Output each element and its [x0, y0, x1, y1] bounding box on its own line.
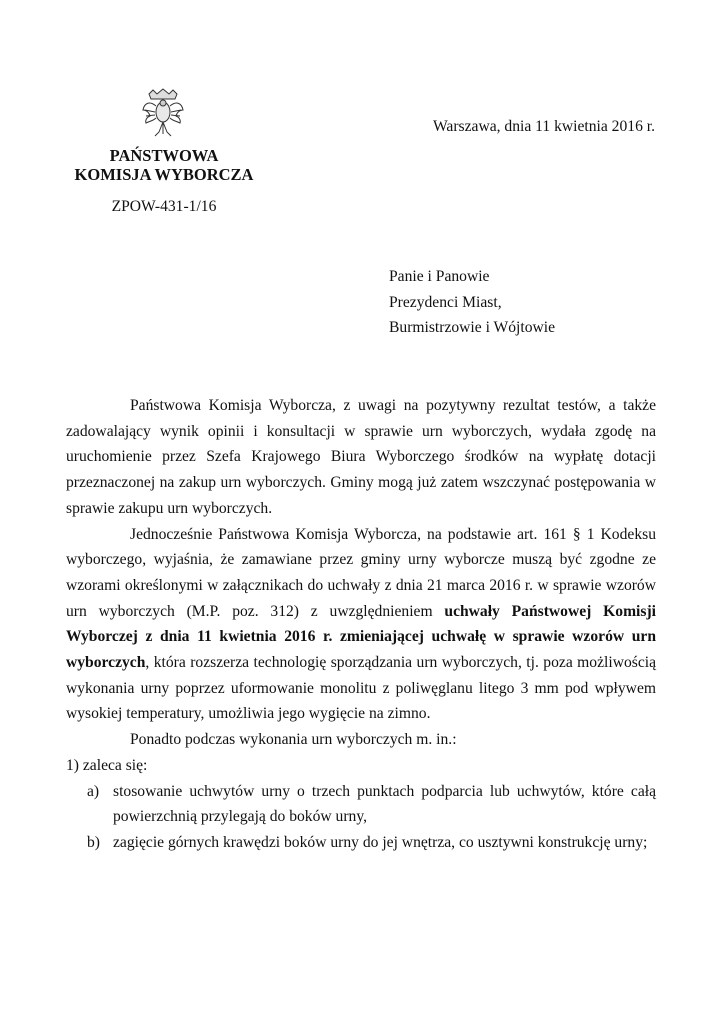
reference-number: ZPOW-431-1/16 [111, 198, 217, 215]
polish-eagle-emblem [141, 88, 185, 140]
list-intro: 1) zaleca się: [66, 756, 148, 774]
paragraph-2 [66, 522, 656, 728]
list-item-text: zagięcie górnych krawędzi boków urny do jej wnętrza, co usztywni konstrukcję urny; [113, 833, 648, 851]
recipient-line: Burmistrzowie i Wójtowie [389, 319, 556, 336]
list-item [66, 779, 656, 830]
list-item [66, 830, 656, 856]
list-item-text: stosowanie uchwytów urny o trzech punktach podparcia lub uchwytów, które całą powierzchnią przylegają do boków urny, [113, 782, 656, 826]
paragraph-1: Państwowa Komisja Wyborcza, z uwagi na pozytywny rezultat testów, a także zadowalający wynik opinii i konsultacji w sprawie urn wyborczych, wydała zgodę na uruchomienie przez Szefa Krajowego Biura Wyborczego środków na wypłatę dotacji przeznaczonej na zakup urn wyborczych. Gminy mogą już zatem wszczynać postępowania w sprawie zakupu urn wyborczych. [66, 397, 656, 517]
recipient-line: Prezydenci Miast, [389, 293, 502, 311]
organization-line-2: KOMISJA WYBORCZA [74, 165, 254, 184]
organization-line-1: PAŃSTWOWA [109, 146, 219, 165]
recipient-line: Panie i Panowie [389, 268, 490, 285]
paragraph-3: Ponadto podczas wykonania urn wyborczych m. in.: [130, 731, 457, 749]
list-item-marker: b) [87, 833, 100, 851]
recipients-block [389, 264, 555, 341]
paragraph-2-text-2: , która rozszerza technologię sporządzania urn wyborczych, tj. poza możliwością wykonania urny poprzez uformowanie monolitu z poliwęglanu litego 3 mm pod wpływem wysokiej temperatury, umożliwia jego wygięcie na zimno. [66, 654, 656, 723]
paragraph-2-text-1: Jednocześnie Państwowa Komisja Wyborcza, na podstawie art. 161 § 1 Kodeksu wyborczego, wyjaśnia, że zamawiane przez gminy urny wyborcze muszą być zgodne ze wzorami określonymi w załącznikach do uchwały z dnia 21 marca 2016 r. w sprawie wzorów urn wyborczych (M.P. poz. 312) z uwzględnieniem [66, 525, 656, 620]
letter-body [66, 393, 656, 856]
date-line: Warszawa, dnia 11 kwietnia 2016 r. [432, 118, 655, 135]
organization-name [40, 146, 288, 184]
list-item-marker: a) [87, 782, 100, 800]
paragraph-2-bold: uchwały Państwowej Komisji Wyborczej z dnia 11 kwietnia 2016 r. zmieniającej uchwałę w sprawie wzorów urn wyborczych [66, 602, 656, 672]
